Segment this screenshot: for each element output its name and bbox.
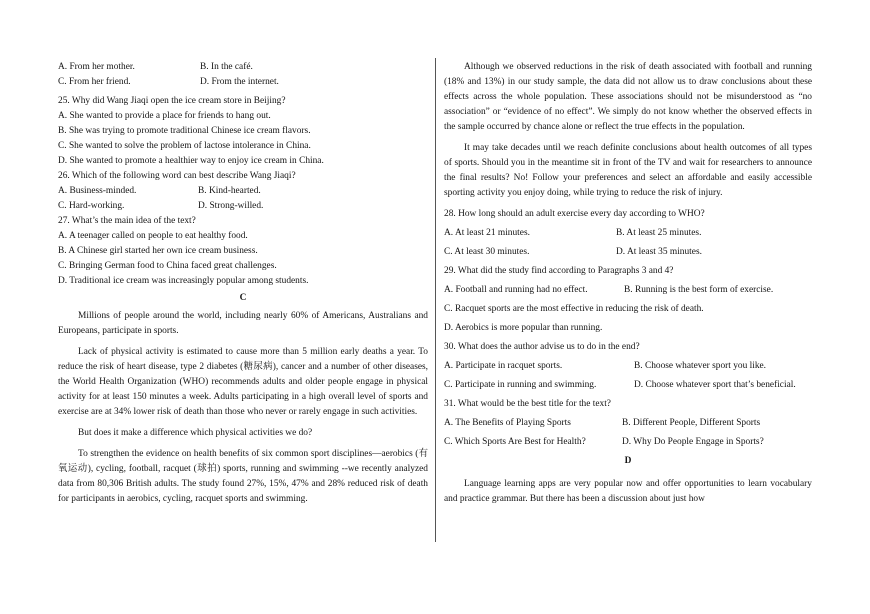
left-column <box>58 60 428 513</box>
q26-option-d: D. Strong-willed. <box>198 201 264 211</box>
option-row <box>58 60 428 75</box>
q31-option-d: D. Why Do People Engage in Sports? <box>622 437 764 447</box>
q25-option-d: D. She wanted to promote a healthier way to enjoy ice cream in China. <box>58 156 324 166</box>
question-27: 27. What’s the main idea of the text? <box>58 216 196 226</box>
question-30: 30. What does the author advise us to do in the end? <box>444 342 640 352</box>
q29-option-d: D. Aerobics is more popular than running. <box>444 323 603 333</box>
option-row <box>58 75 428 90</box>
q28-option-d: D. At least 35 minutes. <box>616 247 702 257</box>
q26-option-b: B. Kind-hearted. <box>198 186 261 196</box>
passage-paragraph: To strengthen the evidence on health benefits of six common sport disciplines—aerobics (有氧运动), cycling, football, racquet (球拍) sports, running and swimming --we recently analyzed data from 80,306 British adults. The study found 27%, 15%, 47% and 28% reduced risk of death for participants in aerobics, cycling, racquet sports and swimming. <box>58 449 428 504</box>
q30-option-b: B. Choose whatever sport you like. <box>634 361 767 371</box>
section-heading-c: C <box>239 293 247 303</box>
option-row <box>58 184 428 199</box>
option-row <box>444 226 812 241</box>
question-31: 31. What would be the best title for the text? <box>444 399 611 409</box>
option-row <box>444 416 812 431</box>
question-28: 28. How long should an adult exercise every day according to WHO? <box>444 209 705 219</box>
q29-option-c: C. Racquet sports are the most effective in reducing the risk of death. <box>444 304 704 314</box>
option-row <box>444 435 812 450</box>
q27-option-d: D. Traditional ice cream was increasingly popular among students. <box>58 276 309 286</box>
option-c: C. From her friend. <box>58 77 131 87</box>
section-heading-d: D <box>624 456 632 466</box>
q25-option-c: C. She wanted to solve the problem of lactose intolerance in China. <box>58 141 311 151</box>
q29-option-a: A. Football and running had no effect. <box>444 285 588 295</box>
q27-option-b: B. A Chinese girl started her own ice cream business. <box>58 246 258 256</box>
q27-option-c: C. Bringing German food to China faced great challenges. <box>58 261 277 271</box>
option-a: A. From her mother. <box>58 62 135 72</box>
q28-option-a: A. At least 21 minutes. <box>444 228 530 238</box>
passage-paragraph: Millions of people around the world, including nearly 60% of Americans, Australians and Europeans, participate in sports. <box>58 311 428 336</box>
question-25: 25. Why did Wang Jiaqi open the ice cream store in Beijing? <box>58 96 286 106</box>
q26-option-a: A. Business-minded. <box>58 186 137 196</box>
option-d: D. From the internet. <box>200 77 279 87</box>
option-b: B. In the café. <box>200 62 253 72</box>
passage-paragraph: Language learning apps are very popular now and offer opportunities to learn vocabulary and practice grammar. But there has been a discussion about just how <box>444 479 812 504</box>
q28-option-b: B. At least 25 minutes. <box>616 228 702 238</box>
q30-option-d: D. Choose whatever sport that’s beneficial. <box>634 380 796 390</box>
option-row <box>444 283 812 298</box>
q30-option-a: A. Participate in racquet sports. <box>444 361 563 371</box>
passage-paragraph: But does it make a difference which physical activities we do? <box>78 428 313 438</box>
q25-option-b: B. She was trying to promote traditional Chinese ice cream flavors. <box>58 126 311 136</box>
option-row <box>444 245 812 260</box>
question-29: 29. What did the study find according to Paragraphs 3 and 4? <box>444 266 674 276</box>
column-divider <box>435 58 436 542</box>
q31-option-a: A. The Benefits of Playing Sports <box>444 418 571 428</box>
q28-option-c: C. At least 30 minutes. <box>444 247 530 257</box>
q30-option-c: C. Participate in running and swimming. <box>444 380 597 390</box>
option-row <box>444 359 812 374</box>
q25-option-a: A. She wanted to provide a place for friends to hang out. <box>58 111 271 121</box>
option-row <box>444 378 812 393</box>
passage-paragraph: It may take decades until we reach definite conclusions about health outcomes of all types of sports. Should you in the meantime sit in front of the TV and wait for researchers to announce the final results? No! Follow your preferences and select an affordable and easily accessible sporting activity you enjoy doing, while trying to reduce the risk of injury. <box>444 143 812 198</box>
q29-option-b: B. Running is the best form of exercise. <box>624 285 774 295</box>
passage-paragraph: Lack of physical activity is estimated to cause more than 5 million early deaths a year. To reduce the risk of heart disease, type 2 diabetes (糖尿病), cancer and a number of other diseases, the World Health Organization (WHO) recommends adults and older people engage in physical activity for at least 150 minutes a week. Adults participating in a high overall level of sports and exercise are at 34% lower risk of death than those who never or rarely engage in such activities. <box>58 347 428 417</box>
right-column <box>444 60 812 513</box>
q26-option-c: C. Hard-working. <box>58 201 125 211</box>
question-26: 26. Which of the following word can best describe Wang Jiaqi? <box>58 171 296 181</box>
q31-option-c: C. Which Sports Are Best for Health? <box>444 437 586 447</box>
option-row <box>58 199 428 214</box>
passage-paragraph: Although we observed reductions in the risk of death associated with football and running (18% and 13%) in our study sample, the data did not allow us to draw conclusions about these effects across the whole population. These associations should not be misunderstood as “no association” or “evidence of no effect”. We simply do not know whether the observed effects in the sample occurred by chance alone or reflect the true effects in the population. <box>444 62 812 132</box>
q31-option-b: B. Different People, Different Sports <box>622 418 761 428</box>
q27-option-a: A. A teenager called on people to eat healthy food. <box>58 231 248 241</box>
